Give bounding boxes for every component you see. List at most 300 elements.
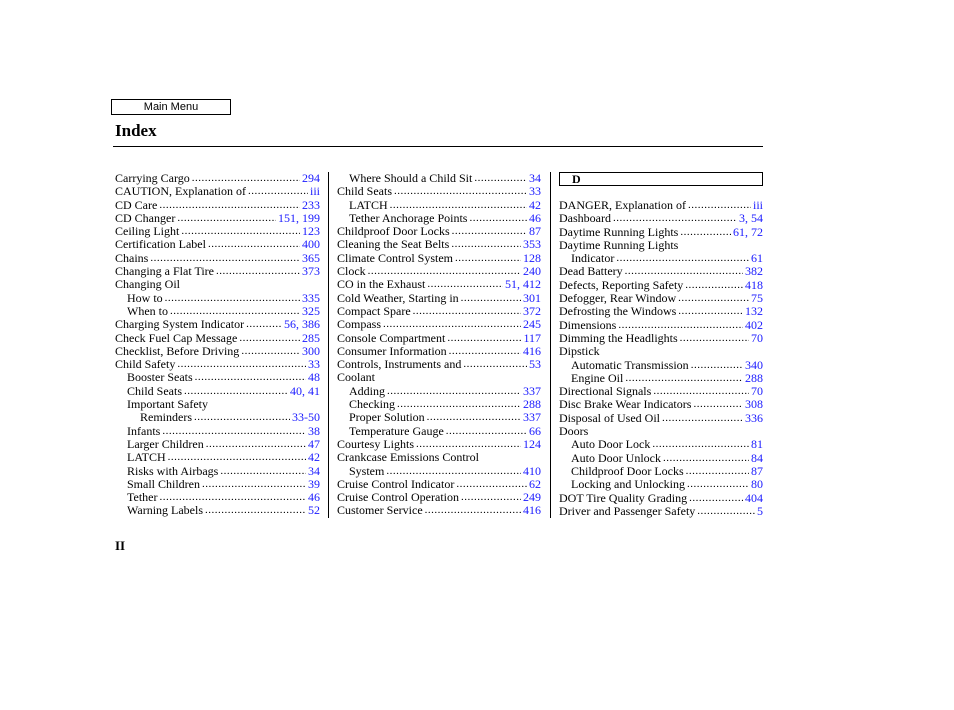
index-subentry bbox=[115, 385, 320, 398]
entry-label: DOT Tire Quality Grading bbox=[559, 490, 688, 505]
entry-label: Small Children bbox=[127, 476, 200, 491]
dot-leader bbox=[192, 171, 300, 185]
entry-label: Ceiling Light bbox=[115, 224, 180, 239]
index-entry bbox=[559, 305, 763, 318]
dot-leader bbox=[159, 198, 300, 212]
entry-label: Customer Service bbox=[337, 503, 423, 518]
dot-leader bbox=[474, 171, 527, 185]
index-subentry bbox=[559, 372, 763, 385]
page-link[interactable]: 34 bbox=[308, 463, 320, 478]
page-link[interactable]: iii bbox=[752, 198, 763, 212]
dot-leader bbox=[195, 370, 306, 384]
index-subentry bbox=[115, 398, 320, 411]
page-link[interactable]: 294 bbox=[302, 171, 320, 185]
page-link[interactable]: 33 bbox=[529, 184, 541, 199]
index-entry bbox=[337, 332, 541, 345]
dot-leader bbox=[461, 291, 521, 305]
page-link[interactable]: 288 bbox=[523, 397, 541, 412]
page-link[interactable]: 34 bbox=[529, 171, 541, 185]
index-subentry bbox=[115, 438, 320, 451]
entry-label: Auto Door Unlock bbox=[571, 450, 661, 465]
dot-leader bbox=[625, 264, 743, 278]
index-entry bbox=[559, 345, 763, 358]
entry-label: Defects, Reporting Safety bbox=[559, 277, 684, 292]
dot-leader bbox=[427, 277, 503, 291]
index-entry bbox=[559, 505, 763, 518]
dot-leader bbox=[239, 331, 300, 345]
dot-leader bbox=[688, 198, 751, 212]
entry-label: LATCH bbox=[349, 197, 388, 212]
entry-label: Cold Weather, Starting in bbox=[337, 290, 459, 305]
dot-leader bbox=[469, 211, 527, 225]
dot-leader bbox=[220, 464, 306, 478]
index-entry bbox=[559, 199, 763, 212]
title-divider bbox=[113, 146, 763, 147]
dot-leader bbox=[689, 491, 743, 505]
dot-leader bbox=[691, 358, 743, 372]
dot-leader bbox=[205, 503, 306, 517]
page-link[interactable]: 62 bbox=[529, 476, 541, 491]
dot-leader bbox=[386, 464, 521, 478]
page-link[interactable]: 240 bbox=[523, 264, 541, 279]
index-entry bbox=[559, 332, 763, 345]
page-link[interactable]: 5 bbox=[757, 503, 763, 518]
page-link[interactable]: 56, 386 bbox=[284, 317, 320, 332]
dot-leader bbox=[150, 251, 300, 265]
entry-label: How to bbox=[127, 290, 163, 305]
entry-label: System bbox=[349, 463, 385, 478]
page-link[interactable]: 40, 41 bbox=[290, 383, 320, 398]
index-entry bbox=[559, 212, 763, 225]
entry-label: Daytime Running Lights bbox=[559, 237, 679, 252]
index-entry bbox=[115, 278, 320, 291]
page-link[interactable]: 75 bbox=[751, 291, 763, 306]
entry-label: Infants bbox=[127, 423, 161, 438]
dot-leader bbox=[206, 437, 306, 451]
page-link[interactable]: 308 bbox=[745, 397, 763, 412]
index-subentry bbox=[337, 465, 541, 478]
index-subentry bbox=[337, 398, 541, 411]
entry-label: Daytime Running Lights bbox=[559, 224, 679, 239]
index-entry bbox=[337, 438, 541, 451]
entry-label: Defrosting the Windows bbox=[559, 304, 677, 319]
entry-label: Warning Labels bbox=[127, 503, 204, 518]
dot-leader bbox=[461, 490, 521, 504]
page-link[interactable]: 42 bbox=[308, 450, 320, 465]
entry-label: Proper Solution bbox=[349, 410, 425, 425]
index-entry bbox=[337, 318, 541, 331]
dot-leader bbox=[686, 464, 749, 478]
dot-leader bbox=[368, 264, 521, 278]
dot-leader bbox=[663, 451, 749, 465]
page-link[interactable]: 416 bbox=[523, 503, 541, 518]
index-subentry bbox=[559, 438, 763, 451]
entry-label: Directional Signals bbox=[559, 384, 652, 399]
page-link[interactable]: 132 bbox=[745, 304, 763, 319]
page-link[interactable]: 335 bbox=[302, 290, 320, 305]
index-entry bbox=[559, 265, 763, 278]
index-subentry bbox=[115, 451, 320, 464]
entry-label: Dimming the Headlights bbox=[559, 330, 678, 345]
index-entry bbox=[559, 398, 763, 411]
page-number: II bbox=[115, 538, 126, 553]
entry-label: Dashboard bbox=[559, 211, 611, 226]
index-column-3 bbox=[559, 172, 763, 518]
page-link[interactable]: 285 bbox=[302, 330, 320, 345]
index-subentry bbox=[115, 292, 320, 305]
entry-label: Dead Battery bbox=[559, 264, 623, 279]
section-letter-header: D bbox=[559, 172, 763, 186]
entry-label: Tether Anchorage Points bbox=[349, 210, 468, 225]
dot-leader bbox=[170, 304, 300, 318]
index-entry bbox=[559, 226, 763, 239]
entry-label: Driver and Passenger Safety bbox=[559, 503, 696, 518]
page-link[interactable]: 46 bbox=[529, 210, 541, 225]
entry-label: Checking bbox=[349, 397, 395, 412]
dot-leader bbox=[246, 317, 282, 331]
index-entry bbox=[559, 292, 763, 305]
index-subentry bbox=[115, 504, 320, 517]
index-entry bbox=[559, 412, 763, 425]
index-entry bbox=[559, 492, 763, 505]
index-subentry bbox=[337, 385, 541, 398]
entry-label: Cruise Control Indicator bbox=[337, 476, 455, 491]
index-entry bbox=[559, 385, 763, 398]
page-link[interactable]: 38 bbox=[308, 423, 320, 438]
entry-label: CD Care bbox=[115, 197, 158, 212]
dot-leader bbox=[416, 437, 521, 451]
entry-label: Cruise Control Operation bbox=[337, 490, 459, 505]
index-entry bbox=[115, 358, 320, 371]
dot-leader bbox=[697, 504, 755, 518]
index-entry bbox=[115, 318, 320, 331]
page-link[interactable]: 337 bbox=[523, 410, 541, 425]
dot-leader bbox=[159, 490, 306, 504]
entry-label: Courtesy Lights bbox=[337, 436, 414, 451]
page-link[interactable]: 84 bbox=[751, 450, 763, 465]
page-link[interactable]: 52 bbox=[308, 503, 320, 518]
entry-label: Changing Oil bbox=[115, 277, 180, 292]
page-link[interactable]: 117 bbox=[523, 330, 541, 345]
index-entry bbox=[337, 478, 541, 491]
entry-label: Crankcase Emissions Control bbox=[337, 450, 479, 465]
index-column-1 bbox=[115, 172, 320, 518]
entry-label: Temperature Gauge bbox=[349, 423, 444, 438]
index-entry bbox=[337, 345, 541, 358]
page-link[interactable]: 365 bbox=[302, 250, 320, 265]
entry-label: Child Seats bbox=[337, 184, 393, 199]
index-entry bbox=[559, 239, 763, 252]
dot-leader bbox=[177, 211, 276, 225]
index-subentry bbox=[559, 465, 763, 478]
dot-leader bbox=[241, 344, 300, 358]
entry-label: Coolant bbox=[337, 370, 375, 385]
entry-label: Where Should a Child Sit bbox=[349, 171, 473, 185]
page-link[interactable]: 51, 412 bbox=[505, 277, 541, 292]
dot-leader bbox=[463, 357, 527, 371]
page-link[interactable]: 336 bbox=[745, 410, 763, 425]
index-entry bbox=[337, 265, 541, 278]
index-subentry bbox=[337, 411, 541, 424]
page-link[interactable]: 249 bbox=[523, 490, 541, 505]
page-link[interactable]: 47 bbox=[308, 436, 320, 451]
page-link[interactable]: iii bbox=[309, 184, 320, 199]
index-subentry bbox=[337, 425, 541, 438]
entry-label: Child Safety bbox=[115, 357, 176, 372]
entry-label: Auto Door Lock bbox=[571, 437, 651, 452]
page-link[interactable]: 66 bbox=[529, 423, 541, 438]
index-entry bbox=[337, 225, 541, 238]
dot-leader bbox=[447, 331, 521, 345]
index-entry bbox=[337, 252, 541, 265]
page-link[interactable]: 128 bbox=[523, 250, 541, 265]
entry-label: Disposal of Used Oil bbox=[559, 410, 660, 425]
entry-label: When to bbox=[127, 303, 168, 318]
dot-leader bbox=[208, 237, 300, 251]
entry-label: Child Seats bbox=[127, 383, 183, 398]
dot-leader bbox=[693, 397, 743, 411]
entry-label: Carrying Cargo bbox=[115, 171, 190, 185]
index-entry bbox=[337, 278, 541, 291]
dot-leader bbox=[456, 477, 527, 491]
index-entry bbox=[115, 345, 320, 358]
entry-label: Dipstick bbox=[559, 344, 600, 359]
dot-leader bbox=[383, 317, 521, 331]
page-link[interactable]: 325 bbox=[302, 303, 320, 318]
page-link[interactable]: 340 bbox=[745, 357, 763, 372]
page-link[interactable]: 404 bbox=[745, 490, 763, 505]
page-link[interactable]: 61, 72 bbox=[733, 224, 763, 239]
dot-leader bbox=[616, 251, 749, 265]
entry-label: Certification Label bbox=[115, 237, 206, 252]
page-link[interactable]: 402 bbox=[745, 317, 763, 332]
entry-label: CD Changer bbox=[115, 210, 176, 225]
index-entry bbox=[115, 172, 320, 185]
entry-label: Compass bbox=[337, 317, 382, 332]
page-link[interactable]: 245 bbox=[523, 317, 541, 332]
entry-label: Doors bbox=[559, 424, 589, 439]
index-subentry bbox=[337, 199, 541, 212]
entry-label: Compact Spare bbox=[337, 303, 411, 318]
entry-label: Automatic Transmission bbox=[571, 357, 689, 372]
index-entry bbox=[115, 332, 320, 345]
index-entry bbox=[115, 185, 320, 198]
dot-leader bbox=[680, 331, 749, 345]
page-link[interactable]: 418 bbox=[745, 277, 763, 292]
entry-label: Charging System Indicator bbox=[115, 317, 245, 332]
page-link[interactable]: 46 bbox=[308, 490, 320, 505]
dot-leader bbox=[687, 477, 749, 491]
dot-leader bbox=[248, 184, 308, 198]
entry-label: Checklist, Before Driving bbox=[115, 343, 240, 358]
entry-label: Disc Brake Wear Indicators bbox=[559, 397, 692, 412]
page-link[interactable]: 48 bbox=[308, 370, 320, 385]
page-link[interactable]: 373 bbox=[302, 264, 320, 279]
page-link[interactable]: 416 bbox=[523, 343, 541, 358]
index-entry bbox=[115, 238, 320, 251]
dot-leader bbox=[451, 237, 521, 251]
index-entry bbox=[337, 491, 541, 504]
dot-leader bbox=[177, 357, 306, 371]
dot-leader bbox=[390, 198, 527, 212]
page-link[interactable]: 400 bbox=[302, 237, 320, 252]
index-entry bbox=[337, 451, 541, 464]
column-divider bbox=[550, 172, 551, 518]
entry-label: Childproof Door Locks bbox=[571, 463, 684, 478]
page-link[interactable]: 42 bbox=[529, 197, 541, 212]
entry-label: DANGER, Explanation of bbox=[559, 198, 686, 212]
entry-label: Changing a Flat Tire bbox=[115, 264, 215, 279]
dot-leader bbox=[216, 264, 300, 278]
page-link[interactable]: 61 bbox=[751, 251, 763, 266]
page-link[interactable]: 123 bbox=[302, 224, 320, 239]
entry-label: LATCH bbox=[127, 450, 166, 465]
page-link[interactable]: 80 bbox=[751, 477, 763, 492]
page-link[interactable]: 301 bbox=[523, 290, 541, 305]
entry-label: CAUTION, Explanation of bbox=[115, 184, 246, 199]
dot-leader bbox=[653, 384, 749, 398]
dot-leader bbox=[652, 437, 749, 451]
dot-leader bbox=[680, 225, 731, 239]
index-entry bbox=[337, 238, 541, 251]
dot-leader bbox=[165, 291, 300, 305]
entry-label: Indicator bbox=[571, 251, 615, 266]
page-link[interactable]: 87 bbox=[751, 463, 763, 478]
index-column-2 bbox=[337, 172, 541, 518]
dot-leader bbox=[685, 278, 743, 292]
index-subentry bbox=[337, 212, 541, 225]
page-link[interactable]: 3, 54 bbox=[739, 211, 763, 226]
page-link[interactable]: 233 bbox=[302, 197, 320, 212]
page-link[interactable]: 124 bbox=[523, 436, 541, 451]
index-entry bbox=[337, 358, 541, 371]
page-link[interactable]: 372 bbox=[523, 303, 541, 318]
dot-leader bbox=[678, 304, 743, 318]
page-link[interactable]: 53 bbox=[529, 357, 541, 372]
index-entry bbox=[115, 252, 320, 265]
dot-leader bbox=[194, 410, 290, 424]
index-subentry bbox=[115, 478, 320, 491]
index-subentry bbox=[559, 478, 763, 491]
dot-leader bbox=[678, 291, 749, 305]
index-entry bbox=[115, 265, 320, 278]
entry-label: Locking and Unlocking bbox=[571, 477, 685, 492]
column-divider bbox=[328, 172, 329, 518]
dot-leader bbox=[387, 384, 521, 398]
entry-label: Larger Children bbox=[127, 436, 204, 451]
dot-leader bbox=[413, 304, 521, 318]
page-link[interactable]: 300 bbox=[302, 343, 320, 358]
entry-label: Controls, Instruments and bbox=[337, 357, 462, 372]
index-subentry bbox=[115, 305, 320, 318]
page-link[interactable]: 353 bbox=[523, 237, 541, 252]
entry-label: Tether bbox=[127, 490, 158, 505]
entry-label: Dimensions bbox=[559, 317, 617, 332]
entry-label: CO in the Exhaust bbox=[337, 277, 426, 292]
page-link[interactable]: 81 bbox=[751, 437, 763, 452]
page-link[interactable]: 33-50 bbox=[292, 410, 320, 425]
index-entry bbox=[559, 319, 763, 332]
dot-leader bbox=[455, 251, 521, 265]
entry-label: Booster Seats bbox=[127, 370, 193, 385]
entry-label: Consumer Information bbox=[337, 343, 447, 358]
entry-label: Defogger, Rear Window bbox=[559, 291, 677, 306]
index-entry bbox=[337, 371, 541, 384]
dot-leader bbox=[184, 384, 288, 398]
dot-leader bbox=[397, 397, 521, 411]
dot-leader bbox=[162, 424, 306, 438]
page-link[interactable]: 151, 199 bbox=[278, 210, 320, 225]
page-link[interactable]: 87 bbox=[529, 224, 541, 239]
index-subentry bbox=[337, 172, 541, 185]
dot-leader bbox=[452, 224, 527, 238]
index-entry bbox=[337, 185, 541, 198]
page-link[interactable]: 382 bbox=[745, 264, 763, 279]
dot-leader bbox=[613, 211, 737, 225]
dot-leader bbox=[202, 477, 306, 491]
entry-label: Clock bbox=[337, 264, 366, 279]
page-link[interactable]: 70 bbox=[751, 330, 763, 345]
dot-leader bbox=[181, 224, 300, 238]
page-link[interactable]: 288 bbox=[745, 370, 763, 385]
index-subentry bbox=[559, 452, 763, 465]
page-title: Index bbox=[115, 121, 157, 140]
dot-leader bbox=[446, 424, 527, 438]
index-entry bbox=[559, 279, 763, 292]
entry-label: Childproof Door Locks bbox=[337, 224, 450, 239]
page-link[interactable]: 70 bbox=[751, 384, 763, 399]
dot-leader bbox=[449, 344, 521, 358]
dot-leader bbox=[425, 503, 521, 517]
index-entry bbox=[337, 504, 541, 517]
page-link[interactable]: 410 bbox=[523, 463, 541, 478]
index-entry bbox=[115, 225, 320, 238]
index-subentry bbox=[559, 252, 763, 265]
page-link[interactable]: 39 bbox=[308, 476, 320, 491]
index-subentry bbox=[115, 371, 320, 384]
page-link[interactable]: 337 bbox=[523, 383, 541, 398]
index-subentry bbox=[115, 491, 320, 504]
entry-label: Adding bbox=[349, 383, 385, 398]
entry-label: Engine Oil bbox=[571, 370, 624, 385]
entry-label: Console Compartment bbox=[337, 330, 446, 345]
entry-label: Cleaning the Seat Belts bbox=[337, 237, 450, 252]
index-subentry bbox=[115, 465, 320, 478]
entry-label: Climate Control System bbox=[337, 250, 453, 265]
index-entry bbox=[115, 212, 320, 225]
index-entry bbox=[115, 199, 320, 212]
entry-label: Check Fuel Cap Message bbox=[115, 330, 238, 345]
entry-label: Risks with Airbags bbox=[127, 463, 219, 478]
index-subentry bbox=[115, 425, 320, 438]
entry-label: Chains bbox=[115, 250, 149, 265]
page-link[interactable]: 33 bbox=[308, 357, 320, 372]
index-entry bbox=[337, 292, 541, 305]
dot-leader bbox=[394, 184, 527, 198]
entry-label: Important Safety bbox=[127, 397, 208, 412]
dot-leader bbox=[427, 410, 521, 424]
dot-leader bbox=[618, 318, 743, 332]
index-subentry bbox=[115, 411, 320, 424]
index-subentry bbox=[559, 359, 763, 372]
dot-leader bbox=[625, 371, 743, 385]
index-entry bbox=[337, 305, 541, 318]
dot-leader bbox=[168, 450, 306, 464]
dot-leader bbox=[662, 411, 743, 425]
index-entry bbox=[559, 425, 763, 438]
main-menu-button[interactable]: Main Menu bbox=[111, 99, 231, 115]
entry-label: Reminders bbox=[140, 410, 192, 425]
